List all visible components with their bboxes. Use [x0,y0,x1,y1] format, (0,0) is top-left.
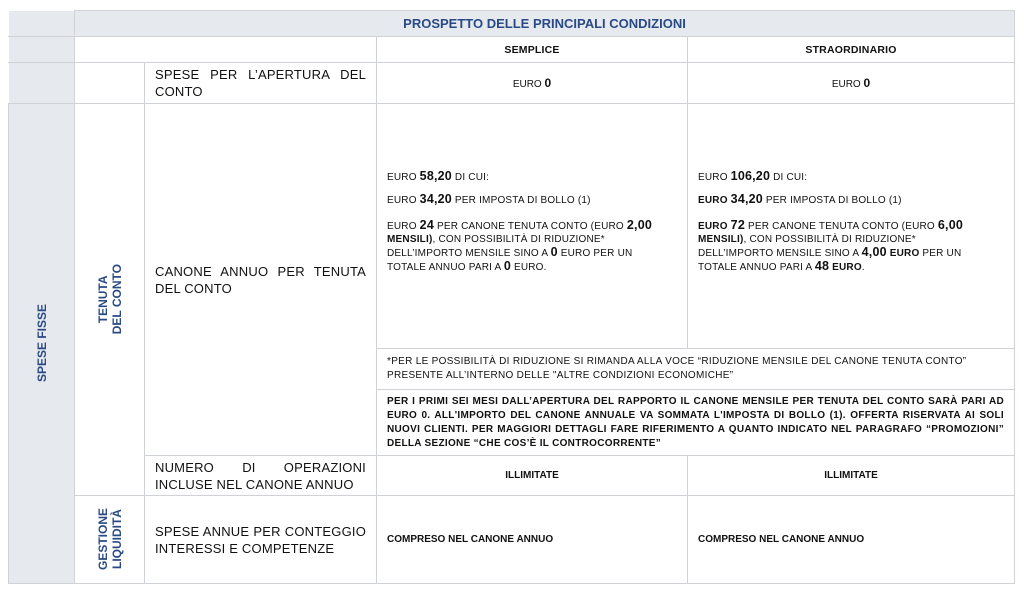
canone-straordinario: EURO 106,20 DI CUI: EURO 34,20 PER IMPOSTA DI BOLLO (1) EURO 72 PER CANONE TENUTA CONTO (EURO 6,00 MENSILI), CON POSSIBILITÀ DI RIDUZIONE* DELL’IMPORTO MENSILE SINO A 4,00 EURO PER UN TOTALE ANNUO PARI A 48 EURO. [688,104,1015,349]
column-header-semplice: SEMPLICE [377,37,688,63]
canone-promo: PER I PRIMI SEI MESI DALL’APERTURA DEL RAPPORTO IL CANONE MENSILE PER TENUTA DEL CONTO SARÀ PARI AD EURO 0. ALL'IMPORTO DEL CANONE ANNUALE VA SOMMATA L'IMPOSTA DI BOLLO (1). OFFERTA RISERVATA AI SOLI NUOVI CLIENTI. PER MAGGIORI DETTAGLI FARE RIFERIMENTO A QUANTO INDICATO NEL PARAGRAFO “PROMOZIONI” DELLA SEZIONE “CHE COS’È IL CONTROCORRENTE” [377,390,1015,456]
operazioni-straordinario: ILLIMITATE [688,456,1015,496]
row-label-canone: CANONE ANNUO PER TENUTA DEL CONTO [145,104,377,456]
section-spese-fisse: SPESE FISSE [9,104,75,584]
conditions-table [8,10,1015,584]
apertura-straordinario: EURO 0 [688,63,1015,104]
canone-note: *PER LE POSSIBILITÀ DI RIDUZIONE SI RIMANDA ALLA VOCE “RIDUZIONE MENSILE DEL CANONE TENUTA CONTO” PRESENTE ALL’INTERNO DELLE "ALTRE CONDIZIONI ECONOMICHE” [377,349,1015,390]
table-title: PROSPETTO DELLE PRINCIPALI CONDIZIONI [75,11,1015,37]
blank-corner [9,11,75,37]
interessi-straordinario: COMPRESO NEL CANONE ANNUO [688,496,1015,584]
operazioni-semplice: ILLIMITATE [377,456,688,496]
blank-cell [75,63,145,104]
canone-semplice: EURO 58,20 DI CUI: EURO 34,20 PER IMPOSTA DI BOLLO (1) EURO 24 PER CANONE TENUTA CONTO (EURO 2,00 MENSILI), CON POSSIBILITÀ DI RIDUZIONE* DELL’IMPORTO MENSILE SINO A 0 EURO PER UN TOTALE ANNUO PARI A 0 EURO. [377,104,688,349]
row-label-operazioni: NUMERO DI OPERAZIONI INCLUSE NEL CANONE ANNUO [145,456,377,496]
blank-header-cell [75,37,377,63]
column-header-straordinario: STRAORDINARIO [688,37,1015,63]
blank-cell [9,37,75,63]
group-gestione-liquidita: GESTIONE LIQUIDITÀ [75,496,145,584]
blank-cell [9,63,75,104]
group-tenuta-del-conto: TENUTA DEL CONTO [75,104,145,496]
row-label-interessi: SPESE ANNUE PER CONTEGGIO INTERESSI E COMPETENZE [145,496,377,584]
interessi-semplice: COMPRESO NEL CANONE ANNUO [377,496,688,584]
row-label-apertura: SPESE PER L’APERTURA DEL CONTO [145,63,377,104]
apertura-semplice: EURO 0 [377,63,688,104]
